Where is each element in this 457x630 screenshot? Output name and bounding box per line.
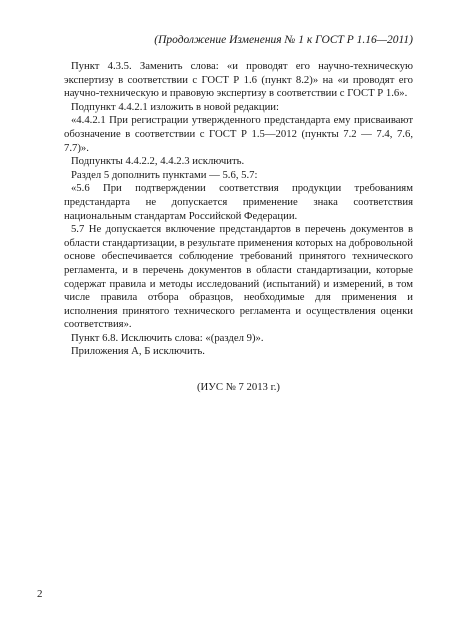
paragraph-6-8: Пункт 6.8. Исключить слова: «(раздел 9)». [70,331,264,344]
paragraph-4-4-2-1-intro: Подпункт 4.4.2.1 изложить в новой редакции: [70,100,279,113]
running-header: (Продолжение Изменения № 1 к ГОСТ Р 1.16—2011) [154,34,413,46]
paragraph-4-3-5: Пункт 4.3.5. Заменить слова: «и проводят его научно-техническую экспертизу в соответствии с ГОСТ Р 1.6 (пункт 8.2)» на «и проводят его научно-техническую и правовую экспертизу в соответствии с ГОСТ Р 1.6». [64,60,413,100]
paragraph-5-6: «5.6 При подтверждении соответствия продукции требованиям предстандарта не допускается применение знака соответствия национальным стандартам Российской Федерации. [64,182,413,222]
page-number: 2 [37,588,43,600]
paragraph-5-7: 5.7 Не допускается включение предстандартов в перечень документов в области стандартизации, в результате применения которых на добровольной основе обеспечивается соблюдение требований принятого технического регламента, и в перечень документов в области стандартизации, которые содержат правила и методы исследований (испытаний) и измерений, в том числе правила отбора образцов, необходимые для применения и исполнения принятого технического регламента и осуществления оценки соответствия». [64,223,413,331]
ius-note: (ИУС № 7 2013 г.) [197,381,280,394]
paragraph-4-4-2-2-exclude: Подпункты 4.4.2.2, 4.4.2.3 исключить. [70,155,245,168]
paragraph-appendices: Приложения А, Б исключить. [70,345,205,358]
document-body [64,60,413,395]
paragraph-section-5-add: Раздел 5 дополнить пунктами — 5.6, 5.7: [70,168,258,181]
paragraph-4-4-2-1-text: «4.4.2.1 При регистрации утвержденного предстандарта ему присваивают обозначение в соответствии с ГОСТ Р 1.5—2012 (пункты 7.2 — 7.4, 7.6, 7.7)». [64,114,413,154]
